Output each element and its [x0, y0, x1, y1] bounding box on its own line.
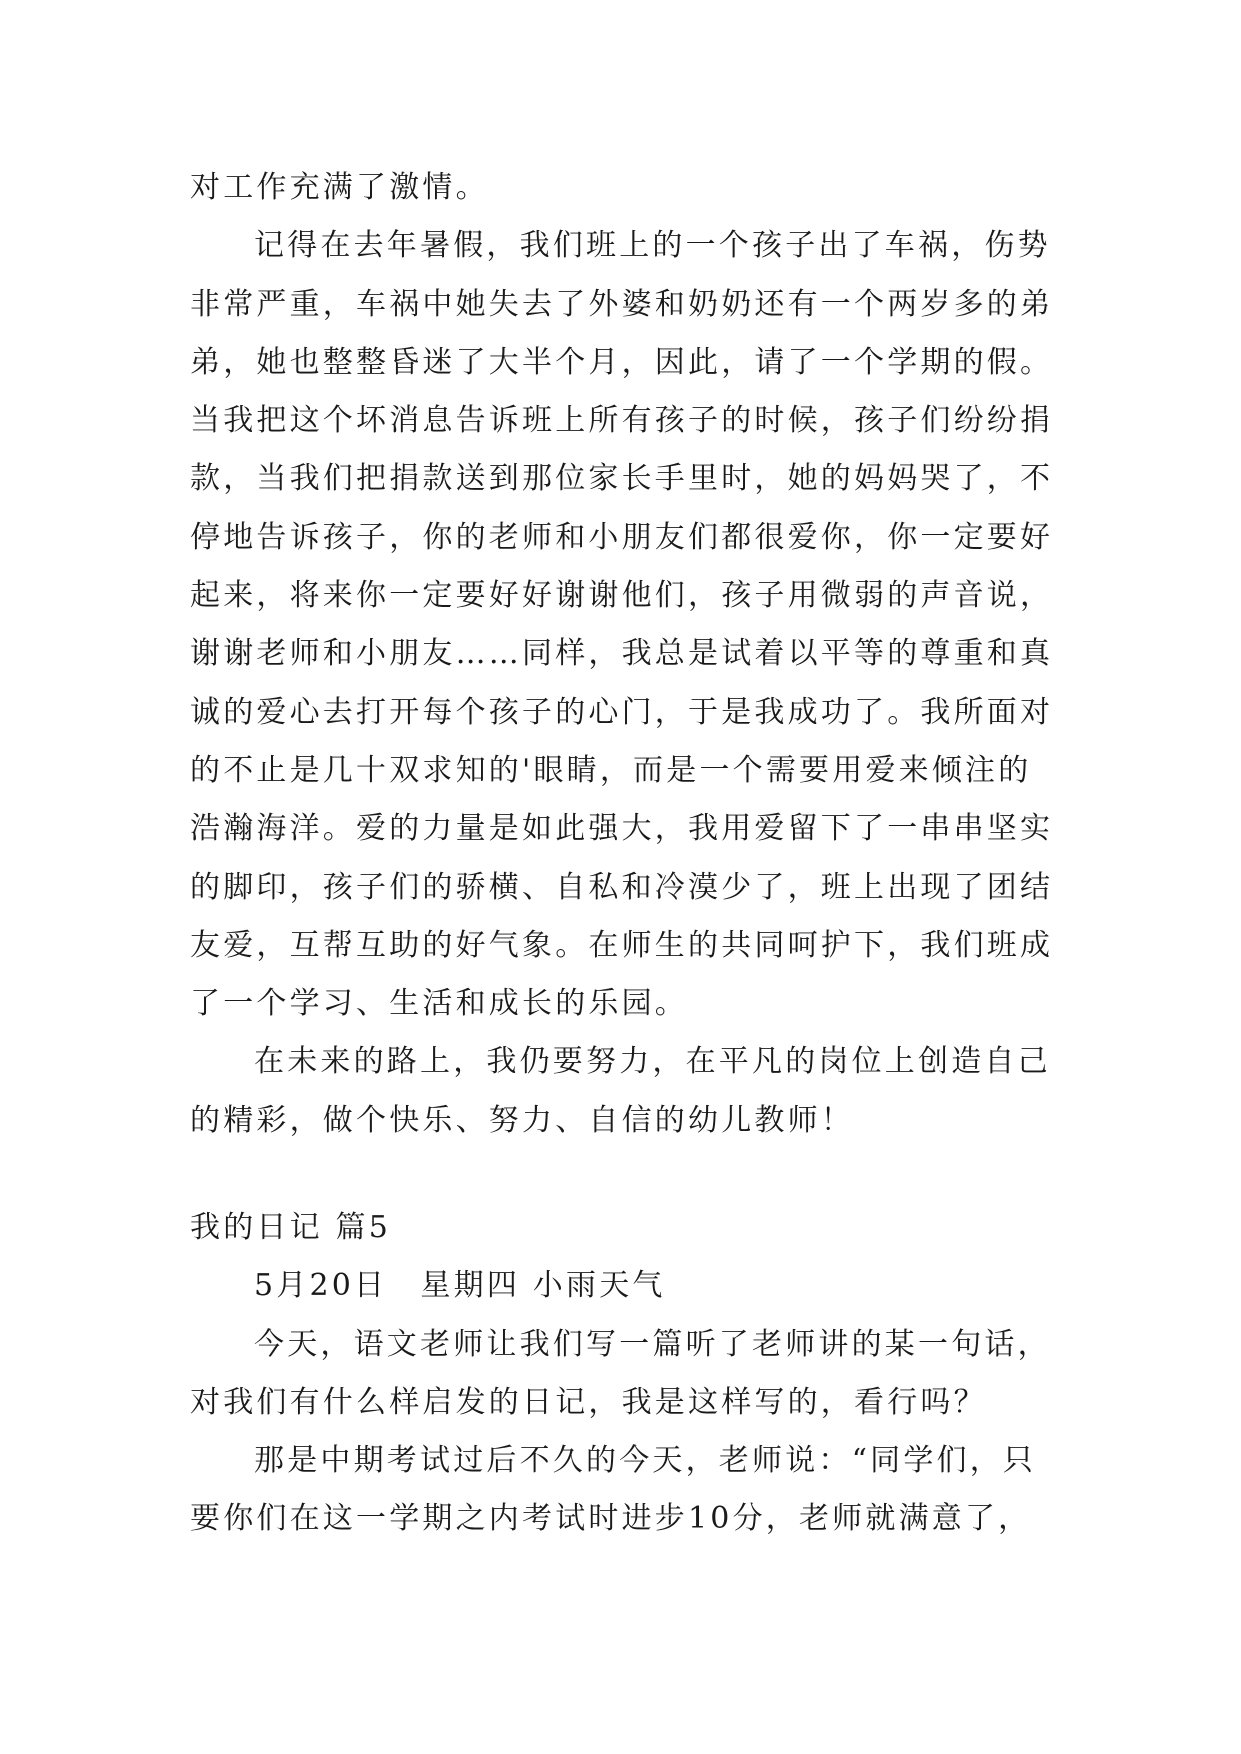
entry-date-line: 5月20日 星期四 小雨天气 — [254, 1268, 666, 1304]
text-line: 记得在去年暑假，我们班上的一个孩子出了车祸，伤势 — [254, 228, 1051, 264]
diary-entry-5 — [190, 1199, 1062, 1549]
text-line: 诚的爱心去打开每个孩子的心门，于是我成功了。我所面对 — [190, 694, 1054, 730]
text-line: 当我把这个坏消息告诉班上所有孩子的时候，孩子们纷纷捐 — [190, 403, 1054, 439]
text-line: 了一个学习、生活和成长的乐园。 — [190, 986, 688, 1022]
text-line: 的脚印，孩子们的骄横、自私和冷漠少了，班上出现了团结 — [190, 869, 1054, 905]
text-line: 非常严重，车祸中她失去了外婆和奶奶还有一个两岁多的弟 — [190, 286, 1054, 322]
text-line: 在未来的路上，我仍要努力，在平凡的岗位上创造自己 — [254, 1044, 1051, 1080]
diary-continuation-text — [190, 159, 1062, 1150]
text-line: 起来，将来你一定要好好谢谢他们，孩子用微弱的声音说， — [190, 578, 1054, 614]
text-line: 对工作充满了激情。 — [190, 170, 489, 205]
text-line: 停地告诉孩子，你的老师和小朋友们都很爱你，你一定要好 — [190, 519, 1054, 555]
text-line: 弟，她也整整昏迷了大半个月，因此，请了一个学期的假。 — [190, 344, 1054, 380]
text-line: 款，当我们把捐款送到那位家长手里时，她的妈妈哭了，不 — [190, 461, 1054, 497]
text-line: 要你们在这一学期之内考试时进步10分，老师就满意了， — [190, 1501, 1032, 1537]
text-line: 今天，语文老师让我们写一篇听了老师讲的某一句话， — [254, 1326, 1051, 1362]
text-line: 谢谢老师和小朋友……同样，我总是试着以平等的尊重和真 — [190, 636, 1054, 672]
text-line: 那是中期考试过后不久的今天，老师说：“同学们，只 — [254, 1443, 1037, 1479]
text-line: 的精彩，做个快乐、努力、自信的幼儿教师！ — [190, 1102, 854, 1138]
text-line: 友爱，互帮互助的好气象。在师生的共同呵护下，我们班成 — [190, 927, 1054, 963]
section-heading: 我的日记 篇5 — [190, 1210, 392, 1245]
text-line: 对我们有什么样启发的日记，我是这样写的，看行吗？ — [190, 1384, 987, 1420]
text-line: 浩瀚海洋。爱的力量是如此强大，我用爱留下了一串串坚实 — [190, 811, 1054, 847]
text-line: 的不止是几十双求知的'眼睛，而是一个需要用爱来倾注的 — [190, 752, 1032, 788]
